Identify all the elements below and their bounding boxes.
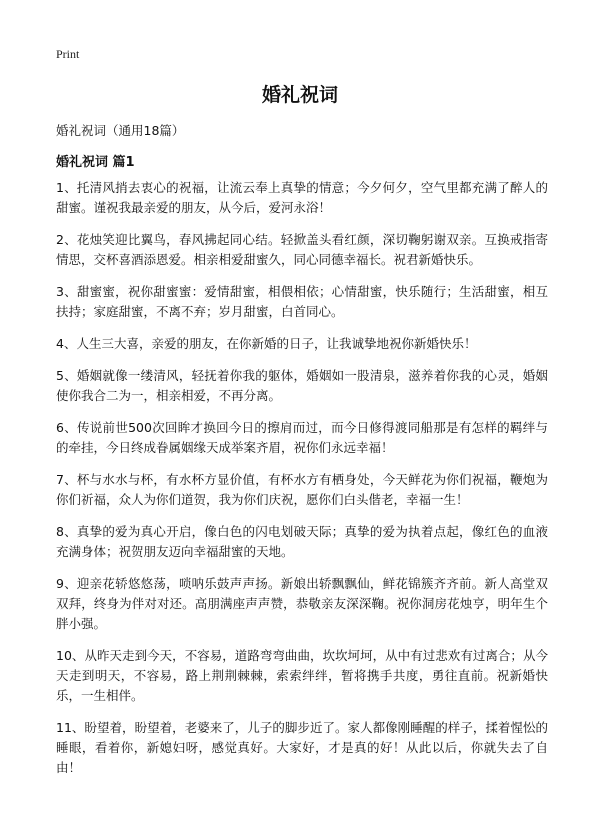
paragraph: 6、传说前世500次回眸才换回今日的擦肩而过，而今日修得渡同船那是有怎样的羁绊与的牵挂，今日终成眷属姻缘天成举案齐眉，祝你们永远幸福！ [56,420,548,455]
paragraph: 2、花烛笑迎比翼鸟，春风拂起同心结。轻掀盖头看红颜，深切鞠躬谢双亲。互换戒指寄情思，交杯喜酒添恩爱。相亲相爱甜蜜久，同心同德幸福长。祝君新婚快乐。 [56,232,548,267]
paragraph: 10、从昨天走到今天，不容易，道路弯弯曲曲，坎坎坷坷，从中有过悲欢有过离合；从今天走到明天，不容易，路上荆荆棘棘，索索绊绊，暂将携手共度，勇往直前。祝新婚快乐，一生相伴。 [56,648,548,703]
paragraph: 3、甜蜜蜜，祝你甜蜜蜜：爱情甜蜜，相偎相依；心情甜蜜，快乐随行；生活甜蜜，相互扶持；家庭甜蜜，不离不弃；岁月甜蜜，白首同心。 [56,284,548,319]
paragraph: 11、盼望着，盼望着，老婆来了，儿子的脚步近了。家人都像刚睡醒的样子，揉着惺忪的睡眼，看着你，新媳妇呀，感觉真好。大家好，才是真的好！从此以后，你就失去了自由！ [56,720,548,775]
document-title: 婚礼祝词 [261,84,338,106]
paragraph: 4、人生三大喜，亲爱的朋友，在你新婚的日子，让我诚挚地祝你新婚快乐！ [56,336,477,351]
paragraph: 8、真挚的爱为真心开启，像白色的闪电划破天际；真挚的爱为执着点起，像红色的血液充满身体；祝贺朋友迈向幸福甜蜜的天地。 [56,524,548,559]
section-heading: 婚礼祝词 篇1 [56,155,135,170]
print-link[interactable]: Print [56,47,80,61]
paragraph: 1、托清风捎去衷心的祝福，让流云奉上真挚的情意；今夕何夕，空气里都充满了醉人的甜蜜。谨祝我最亲爱的朋友，从今后，爱河永浴！ [56,180,548,215]
paragraph: 7、杯与水水与杯，有水杯方显价值，有杯水方有栖身处，今天鲜花为你们祝福，鞭炮为你们祈福，众人为你们道贺，我为你们庆祝，愿你们白头偕老，幸福一生！ [56,472,548,507]
paragraph: 5、婚姻就像一缕清风，轻抚着你我的躯体，婚姻如一股清泉，滋养着你我的心灵，婚姻使你我合二为一，相亲相爱，不再分离。 [56,368,548,403]
document-subtitle: 婚礼祝词（通用18篇） [56,123,185,138]
paragraph: 9、迎亲花轿悠悠荡，唢呐乐鼓声声扬。新娘出轿飘飘仙，鲜花锦簇齐齐前。新人高堂双双拜，终身为伴对对还。高朋满座声声赞，恭敬亲友深深鞠。祝你洞房花烛亨，明年生个胖小强。 [56,576,548,631]
paragraph-list [56,178,548,790]
